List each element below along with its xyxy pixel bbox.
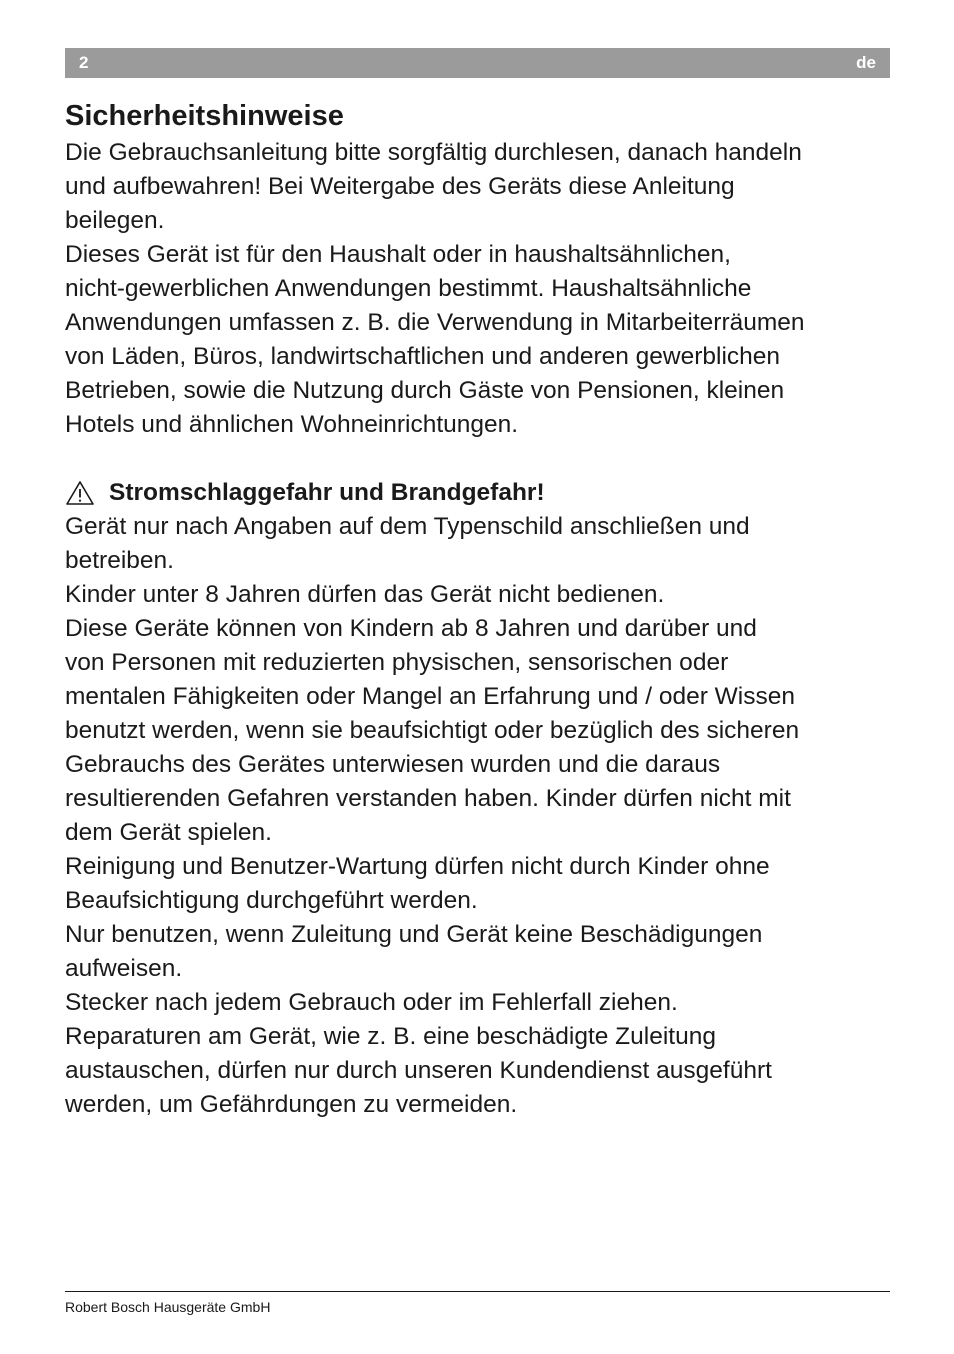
footer-company: Robert Bosch Hausgeräte GmbH xyxy=(65,1299,271,1315)
warning-paragraph: Stecker nach jedem Gebrauch oder im Fehlerfall ziehen. xyxy=(65,989,678,1016)
page-header-bar xyxy=(65,48,890,78)
section-spacer xyxy=(65,442,895,476)
intro-paragraph: Dieses Gerät ist für den Haushalt oder in haushaltsähnlichen, nicht-gewerblichen Anwendungen bestimmt. Haushaltsähnliche Anwendungen umfassen z. B. die Verwendung in Mitarbeiterräumen von Läden, Büros, landwirtschaftlichen und anderen gewerblichen Betrieben, sowie die Nutzung durch Gäste von Pensionen, kleinen Hotels und ähnlichen Wohneinrichtungen. xyxy=(65,241,805,438)
section-title: Sicherheitshinweise xyxy=(65,100,344,132)
warning-paragraph: Diese Geräte können von Kindern ab 8 Jahren und darüber und von Personen mit reduzierten physischen, sensorischen oder mentalen Fähigkeiten oder Mangel an Erfahrung und / oder Wissen benutzt werden, wenn sie beaufsichtigt oder bezüglich des sicheren Gebrauchs des Gerätes unterwiesen wurden und die daraus resultierenden Gefahren verstanden haben. Kinder dürfen nicht mit dem Gerät spielen. xyxy=(65,615,800,846)
language-code: de xyxy=(856,53,876,72)
warning-triangle-icon xyxy=(65,480,95,506)
warning-paragraph: Reparaturen am Gerät, wie z. B. eine beschädigte Zuleitung austauschen, dürfen nur durch unseren Kundendienst ausgeführt werden, um Gefährdungen zu vermeiden. xyxy=(65,1023,772,1118)
warning-heading xyxy=(65,476,895,510)
warning-paragraph: Gerät nur nach Angaben auf dem Typenschild anschließen und betreiben. xyxy=(65,513,750,574)
warning-paragraph: Kinder unter 8 Jahren dürfen das Gerät nicht bedienen. xyxy=(65,581,665,608)
footer-divider xyxy=(65,1291,890,1292)
intro-paragraph: Die Gebrauchsanleitung bitte sorgfältig durchlesen, danach handeln und aufbewahren! Bei Weitergabe des Geräts diese Anleitung beilegen. xyxy=(65,139,802,234)
warning-heading-text: Stromschlaggefahr und Brandgefahr! xyxy=(109,479,545,506)
warning-paragraph: Nur benutzen, wenn Zuleitung und Gerät keine Beschädigungen aufweisen. xyxy=(65,921,763,982)
main-content xyxy=(65,96,895,1122)
page-number: 2 xyxy=(79,53,89,72)
warning-paragraph: Reinigung und Benutzer-Wartung dürfen nicht durch Kinder ohne Beaufsichtigung durchgeführt werden. xyxy=(65,853,770,914)
